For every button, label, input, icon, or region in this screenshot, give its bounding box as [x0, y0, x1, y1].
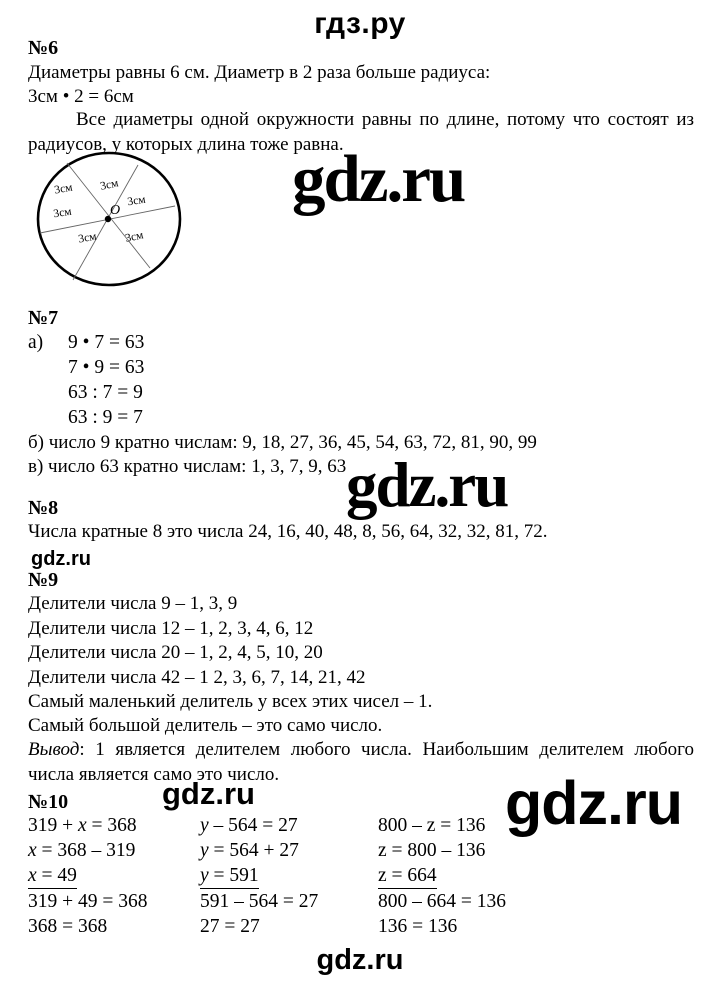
problem10-col2-row2: y = 564 + 27: [200, 840, 299, 861]
problem7-number: №7: [28, 307, 59, 329]
problem10-col1-row2: x = 368 – 319: [28, 840, 136, 861]
problem10-col1-answer: x = 49: [28, 865, 77, 889]
site-footer-logo: gdz.ru: [316, 944, 404, 976]
site-header-logo: гдз.ру: [314, 7, 406, 40]
watermark-large-2: gdz.ru: [346, 450, 508, 520]
problem7-eq-4: 63 : 9 = 7: [68, 407, 143, 428]
radius-label-top: 3см: [99, 177, 120, 193]
problem10-col3-check1: 800 – 664 = 136: [378, 891, 506, 912]
problem9-line-2: Делители числа 12 – 1, 2, 3, 4, 6, 12: [28, 618, 314, 639]
watermark-medium: gdz.ru: [162, 776, 255, 811]
problem10-number: №10: [28, 791, 69, 813]
problem6-line2: 3см • 2 = 6см: [28, 86, 134, 107]
problem10-col1-row1: 319 + x = 368: [28, 815, 137, 836]
problem10-col2-row1: y – 564 = 27: [200, 815, 298, 836]
watermark-large-1: gdz.ru: [292, 142, 465, 216]
problem7-part-a-label: а): [28, 332, 44, 353]
circle-diagram: [33, 150, 185, 290]
problem9-line-6: Самый большой делитель – это само число.: [28, 715, 383, 736]
center-label: O: [109, 203, 121, 218]
problem10-col2-check1: 591 – 564 = 27: [200, 891, 319, 912]
problem7-eq-1: 9 • 7 = 63: [68, 332, 145, 353]
problem8-line: Числа кратные 8 это числа 24, 16, 40, 48, 8, 56, 64, 32, 32, 81, 72.: [28, 521, 548, 542]
problem10-col3-row2: z = 800 – 136: [378, 840, 486, 861]
watermark-large-3: gdz.ru: [505, 769, 682, 837]
problem7-part-b: б) число 9 кратно числам: 9, 18, 27, 36, 45, 54, 63, 72, 81, 90, 99: [28, 432, 537, 453]
problem9-line-3: Делители числа 20 – 1, 2, 4, 5, 10, 20: [28, 642, 323, 663]
problem9-line-5: Самый маленький делитель у всех этих чисел – 1.: [28, 691, 433, 712]
problem10-col1-check1: 319 + 49 = 368: [28, 891, 148, 912]
radius-label-upper-left: 3см: [53, 181, 74, 197]
problem7-eq-3: 63 : 7 = 9: [68, 382, 143, 403]
radius-label-lower-right: 3см: [124, 229, 145, 245]
problem10-col3-check2: 136 = 136: [378, 916, 458, 937]
watermark-small: gdz.ru: [31, 548, 91, 570]
problem10-col1-check2: 368 = 368: [28, 916, 108, 937]
problem7-part-v: в) число 63 кратно числам: 1, 3, 7, 9, 63: [28, 456, 347, 477]
problem10-col3-answer: z = 664: [378, 865, 437, 889]
problem9-number: №9: [28, 569, 59, 591]
problem10-col3-row1: 800 – z = 136: [378, 815, 486, 836]
problem6-line1: Диаметры равны 6 см. Диаметр в 2 раза больше радиуса:: [28, 62, 491, 83]
radius-label-right: 3см: [126, 193, 147, 209]
conclusion-text: : 1 является делителем любого числа. Наибольшим делителем любого числа является само это число.: [28, 739, 694, 785]
problem10-col2-answer: y = 591: [200, 865, 259, 889]
problem9-line-1: Делители числа 9 – 1, 3, 9: [28, 593, 238, 614]
problem10-col2-check2: 27 = 27: [200, 916, 260, 937]
problem9-line-4: Делители числа 42 – 1 2, 3, 6, 7, 14, 21, 42: [28, 667, 366, 688]
problem6-paragraph: Все диаметры одной окружности равны по длине, потому что состоят из радиусов, у которых длина тоже равна.: [28, 109, 694, 155]
problem7-eq-2: 7 • 9 = 63: [68, 357, 145, 378]
radius-label-lower-left: 3см: [77, 230, 98, 246]
problem6-number: №6: [28, 37, 59, 59]
problem8-number: №8: [28, 497, 59, 519]
conclusion-label: Вывод: [28, 739, 80, 760]
radius-label-left: 3см: [52, 205, 73, 221]
